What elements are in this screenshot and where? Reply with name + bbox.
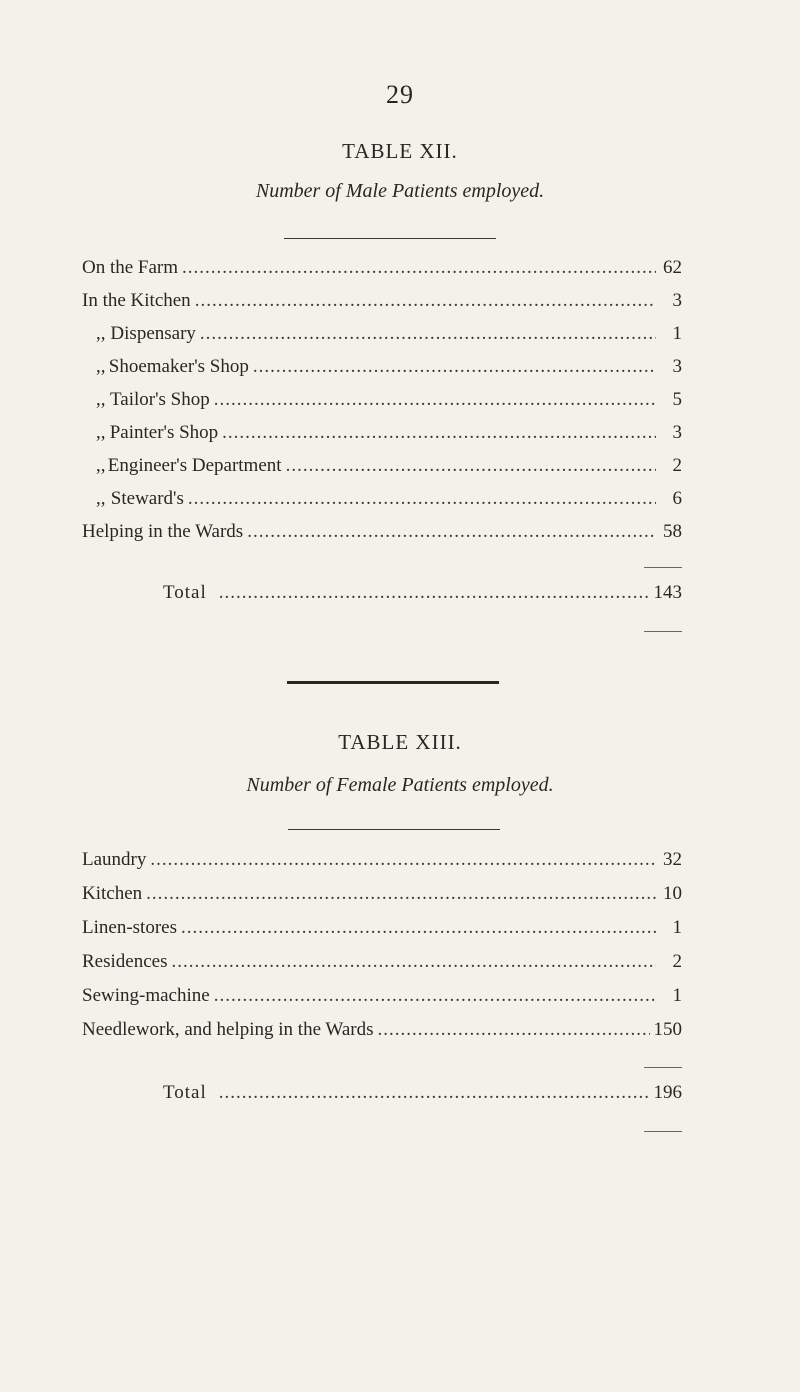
row-label: Residences (82, 951, 168, 972)
row-label: In the Kitchen (82, 290, 191, 311)
table-xii-row-shoemaker (82, 355, 682, 379)
total-value: 196 (653, 1082, 682, 1103)
table-xii-title: TABLE XII. (342, 139, 458, 163)
row-value: 5 (672, 389, 682, 410)
ditto-mark: ,, (96, 455, 106, 476)
row-label: Engineer's Department (107, 455, 282, 476)
row-value: 10 (663, 883, 682, 904)
table-xiii-total-row (163, 1081, 682, 1105)
table-xii-subtitle: Number of Male Patients employed. (255, 180, 545, 202)
row-label: Needlework, and helping in the Wards (82, 1019, 374, 1040)
row-value: 62 (663, 257, 682, 278)
dot-leader (253, 355, 656, 379)
dot-leader (146, 882, 656, 906)
dot-leader (214, 388, 656, 412)
dot-leader (195, 289, 656, 313)
table-xii-sum-rule (644, 567, 682, 568)
row-label: Painter's Shop (109, 422, 219, 443)
row-value: 3 (672, 422, 682, 443)
row-value: 58 (663, 521, 682, 542)
row-label: Shoemaker's Shop (108, 356, 249, 377)
ditto-mark: ,, (96, 389, 106, 410)
table-xiii-header-rule (288, 829, 500, 830)
ditto-mark: ,, (96, 488, 106, 509)
section-divider (287, 681, 499, 684)
dot-leader (181, 916, 656, 940)
table-xiii-row-laundry (82, 848, 682, 872)
table-xii-row-tailor (82, 388, 682, 412)
row-value: 32 (663, 849, 682, 870)
table-xii-row-dispensary (82, 322, 682, 346)
ditto-mark: ,, (96, 422, 106, 443)
table-xii-row-engineer (82, 454, 682, 478)
row-label: Steward's (110, 488, 184, 509)
dot-leader (182, 256, 656, 280)
table-xiii-row-needlework (82, 1018, 682, 1042)
row-value: 1 (672, 323, 682, 344)
table-xii-total-row (163, 581, 682, 605)
table-xiii-row-linen (82, 916, 682, 940)
page-number: 29 (386, 80, 414, 109)
table-xii-row-steward (82, 487, 682, 511)
table-xiii-subtitle: Number of Female Patients employed. (246, 774, 554, 796)
table-xii-row-painter (82, 421, 682, 445)
dot-leader (188, 487, 656, 511)
table-xiii-sum-rule (644, 1067, 682, 1068)
dot-leader (286, 454, 656, 478)
row-label: Kitchen (82, 883, 143, 904)
table-xiii-title: TABLE XIII. (338, 730, 462, 754)
table-xii-header-rule (284, 238, 496, 239)
row-label: Linen-stores (82, 917, 177, 938)
table-xiii-row-sewing (82, 984, 682, 1008)
row-value: 2 (672, 455, 682, 476)
table-xii-row-wards (82, 520, 682, 544)
row-label: Dispensary (110, 323, 196, 344)
dot-leader (219, 581, 650, 605)
total-value: 143 (653, 582, 682, 603)
dot-leader (378, 1018, 650, 1042)
table-xii-row-kitchen (82, 289, 682, 313)
row-label: Sewing-machine (82, 985, 210, 1006)
table-xii-end-rule (644, 631, 682, 632)
row-value: 2 (672, 951, 682, 972)
row-value: 3 (672, 290, 682, 311)
row-label: Laundry (82, 849, 147, 870)
table-xiii-row-kitchen (82, 882, 682, 906)
row-value: 1 (672, 917, 682, 938)
row-value: 1 (672, 985, 682, 1006)
dot-leader (150, 848, 656, 872)
row-value: 3 (672, 356, 682, 377)
row-label: On the Farm (82, 257, 179, 278)
table-xiii-row-residences (82, 950, 682, 974)
dot-leader (247, 520, 656, 544)
table-xiii-end-rule (644, 1131, 682, 1132)
row-value: 150 (653, 1019, 682, 1040)
row-label: Tailor's Shop (109, 389, 210, 410)
dot-leader (171, 950, 656, 974)
ditto-mark: ,, (96, 323, 106, 344)
row-value: 6 (672, 488, 682, 509)
dot-leader (219, 1081, 650, 1105)
dot-leader (222, 421, 656, 445)
dot-leader (200, 322, 656, 346)
row-label: Helping in the Wards (82, 521, 244, 542)
dot-leader (214, 984, 656, 1008)
total-label: Total (163, 582, 207, 603)
table-xii-row-farm (82, 256, 682, 280)
total-label: Total (163, 1082, 207, 1103)
ditto-mark: ,, (96, 356, 106, 377)
